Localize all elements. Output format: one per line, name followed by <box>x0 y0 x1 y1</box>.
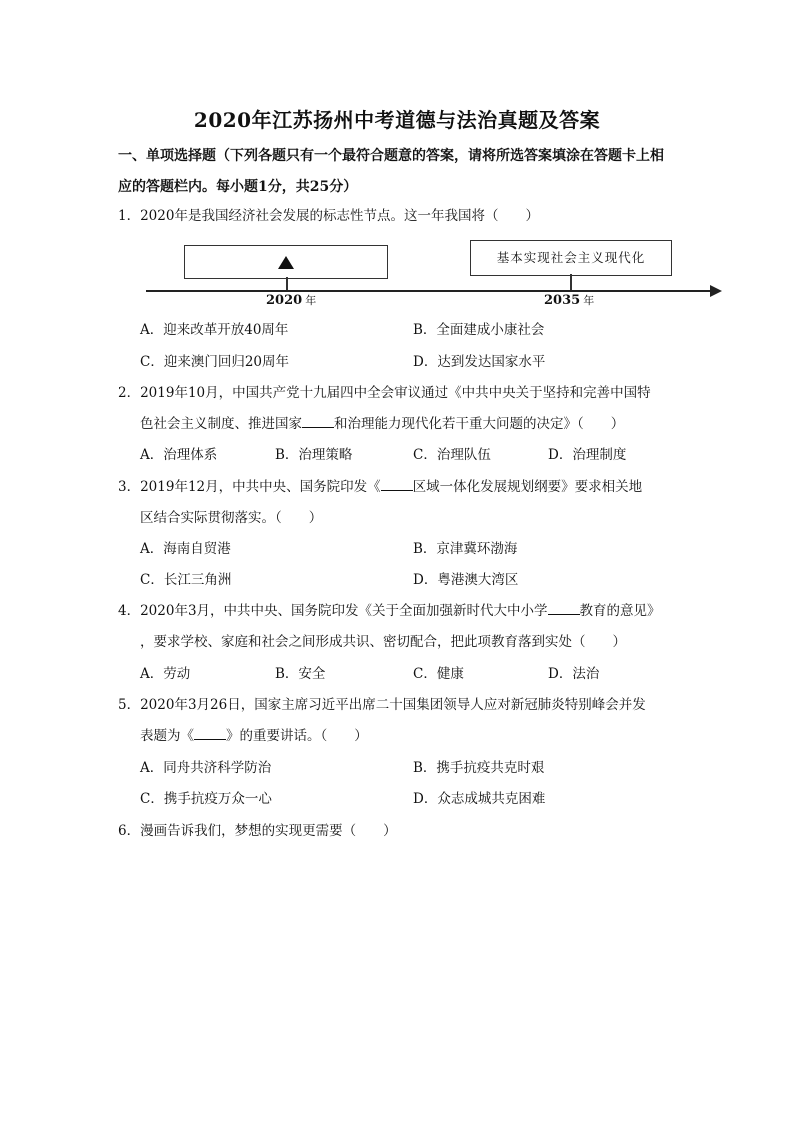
timeline-year-2035: 2035 年 <box>544 293 595 308</box>
section-heading-line1: 一、单项选择题（下列各题只有一个最符合题意的答案，请将所选答案填涂在答题卡上相 <box>118 148 664 164</box>
q2-option-d: D．治理制度 <box>548 447 627 463</box>
section-heading <box>118 141 678 203</box>
q5-option-b: B．携手抗疫共克时艰 <box>413 760 545 776</box>
q2-option-a: A．治理体系 <box>140 447 218 463</box>
timeline-year-2020: 2020 年 <box>266 293 317 308</box>
timeline-box-2035: 基本实现社会主义现代化 <box>470 240 672 276</box>
question-6-stem: 6．漫画告诉我们，梦想的实现更需要（ ） <box>118 823 397 839</box>
arrow-right-icon <box>710 285 722 297</box>
q4-option-d: D．法治 <box>548 666 600 682</box>
q2-option-b: B．治理策略 <box>275 447 353 463</box>
section-heading-line2: 应的答题栏内。每小题1分，共25分） <box>118 179 358 195</box>
question-2-stem: 2．2019年10月，中国共产党十九届四中全会审议通过《中共中央关于坚持和完善中国特 <box>118 385 651 401</box>
q1-option-d: D．达到发达国家水平 <box>413 354 546 370</box>
q1-option-b: B．全面建成小康社会 <box>413 322 545 338</box>
answer-blank <box>548 602 580 615</box>
question-2-stem-line2: 色社会主义制度、推进国家 和治理能力现代化若干重大问题的决定》（ ） <box>140 416 625 432</box>
q4-option-b: B．安全 <box>275 666 326 682</box>
question-1-stem: 1．2020年是我国经济社会发展的标志性节点。这一年我国将（ ） <box>118 208 539 224</box>
answer-blank <box>302 415 334 428</box>
q5-option-a: A．同舟共济科学防治 <box>140 760 272 776</box>
q3-option-b: B．京津冀环渤海 <box>413 541 518 557</box>
q5-option-d: D．众志成城共克困难 <box>413 791 546 807</box>
question-3-stem-line2: 区结合实际贯彻落实。（ ） <box>140 510 323 526</box>
q3-option-d: D．粤港澳大湾区 <box>413 572 519 588</box>
timeline-tick-2035 <box>570 274 572 290</box>
q1-option-c: C．迎来澳门回归20周年 <box>140 354 290 370</box>
q3-option-a: A．海南自贸港 <box>140 541 231 557</box>
q3-option-c: C．长江三角洲 <box>140 572 232 588</box>
question-3-stem: 3．2019年12月，中共中央、国务院印发《 区域一体化发展规划纲要》要求相关地 <box>118 479 643 495</box>
q1-option-a: A．迎来改革开放40周年 <box>140 322 289 338</box>
q2-option-c: C．治理队伍 <box>413 447 491 463</box>
question-5-stem: 5．2020年3月26日，国家主席习近平出席二十国集团领导人应对新冠肺炎特别峰会并发 <box>118 697 646 713</box>
question-5-stem-line2: 表题为《 》的重要讲话。（ ） <box>140 728 368 744</box>
timeline-axis <box>146 290 718 292</box>
page-title: 2020年江苏扬州中考道德与法治真题及答案 <box>193 108 601 132</box>
answer-blank <box>381 478 413 491</box>
q4-option-a: A．劳动 <box>140 666 191 682</box>
q5-option-c: C．携手抗疫万众一心 <box>140 791 272 807</box>
triangle-marker-icon <box>278 256 294 269</box>
question-4-stem: 4．2020年3月，中共中央、国务院印发《关于全面加强新时代大中小学 教育的意见》 <box>118 603 661 619</box>
q4-option-c: C．健康 <box>413 666 464 682</box>
question-4-stem-line2: ，要求学校、家庭和社会之间形成共识、密切配合，把此项教育落到实处（ ） <box>140 634 626 650</box>
timeline-tick-2020 <box>286 277 288 290</box>
timeline-figure <box>140 232 730 312</box>
answer-blank <box>194 727 226 740</box>
